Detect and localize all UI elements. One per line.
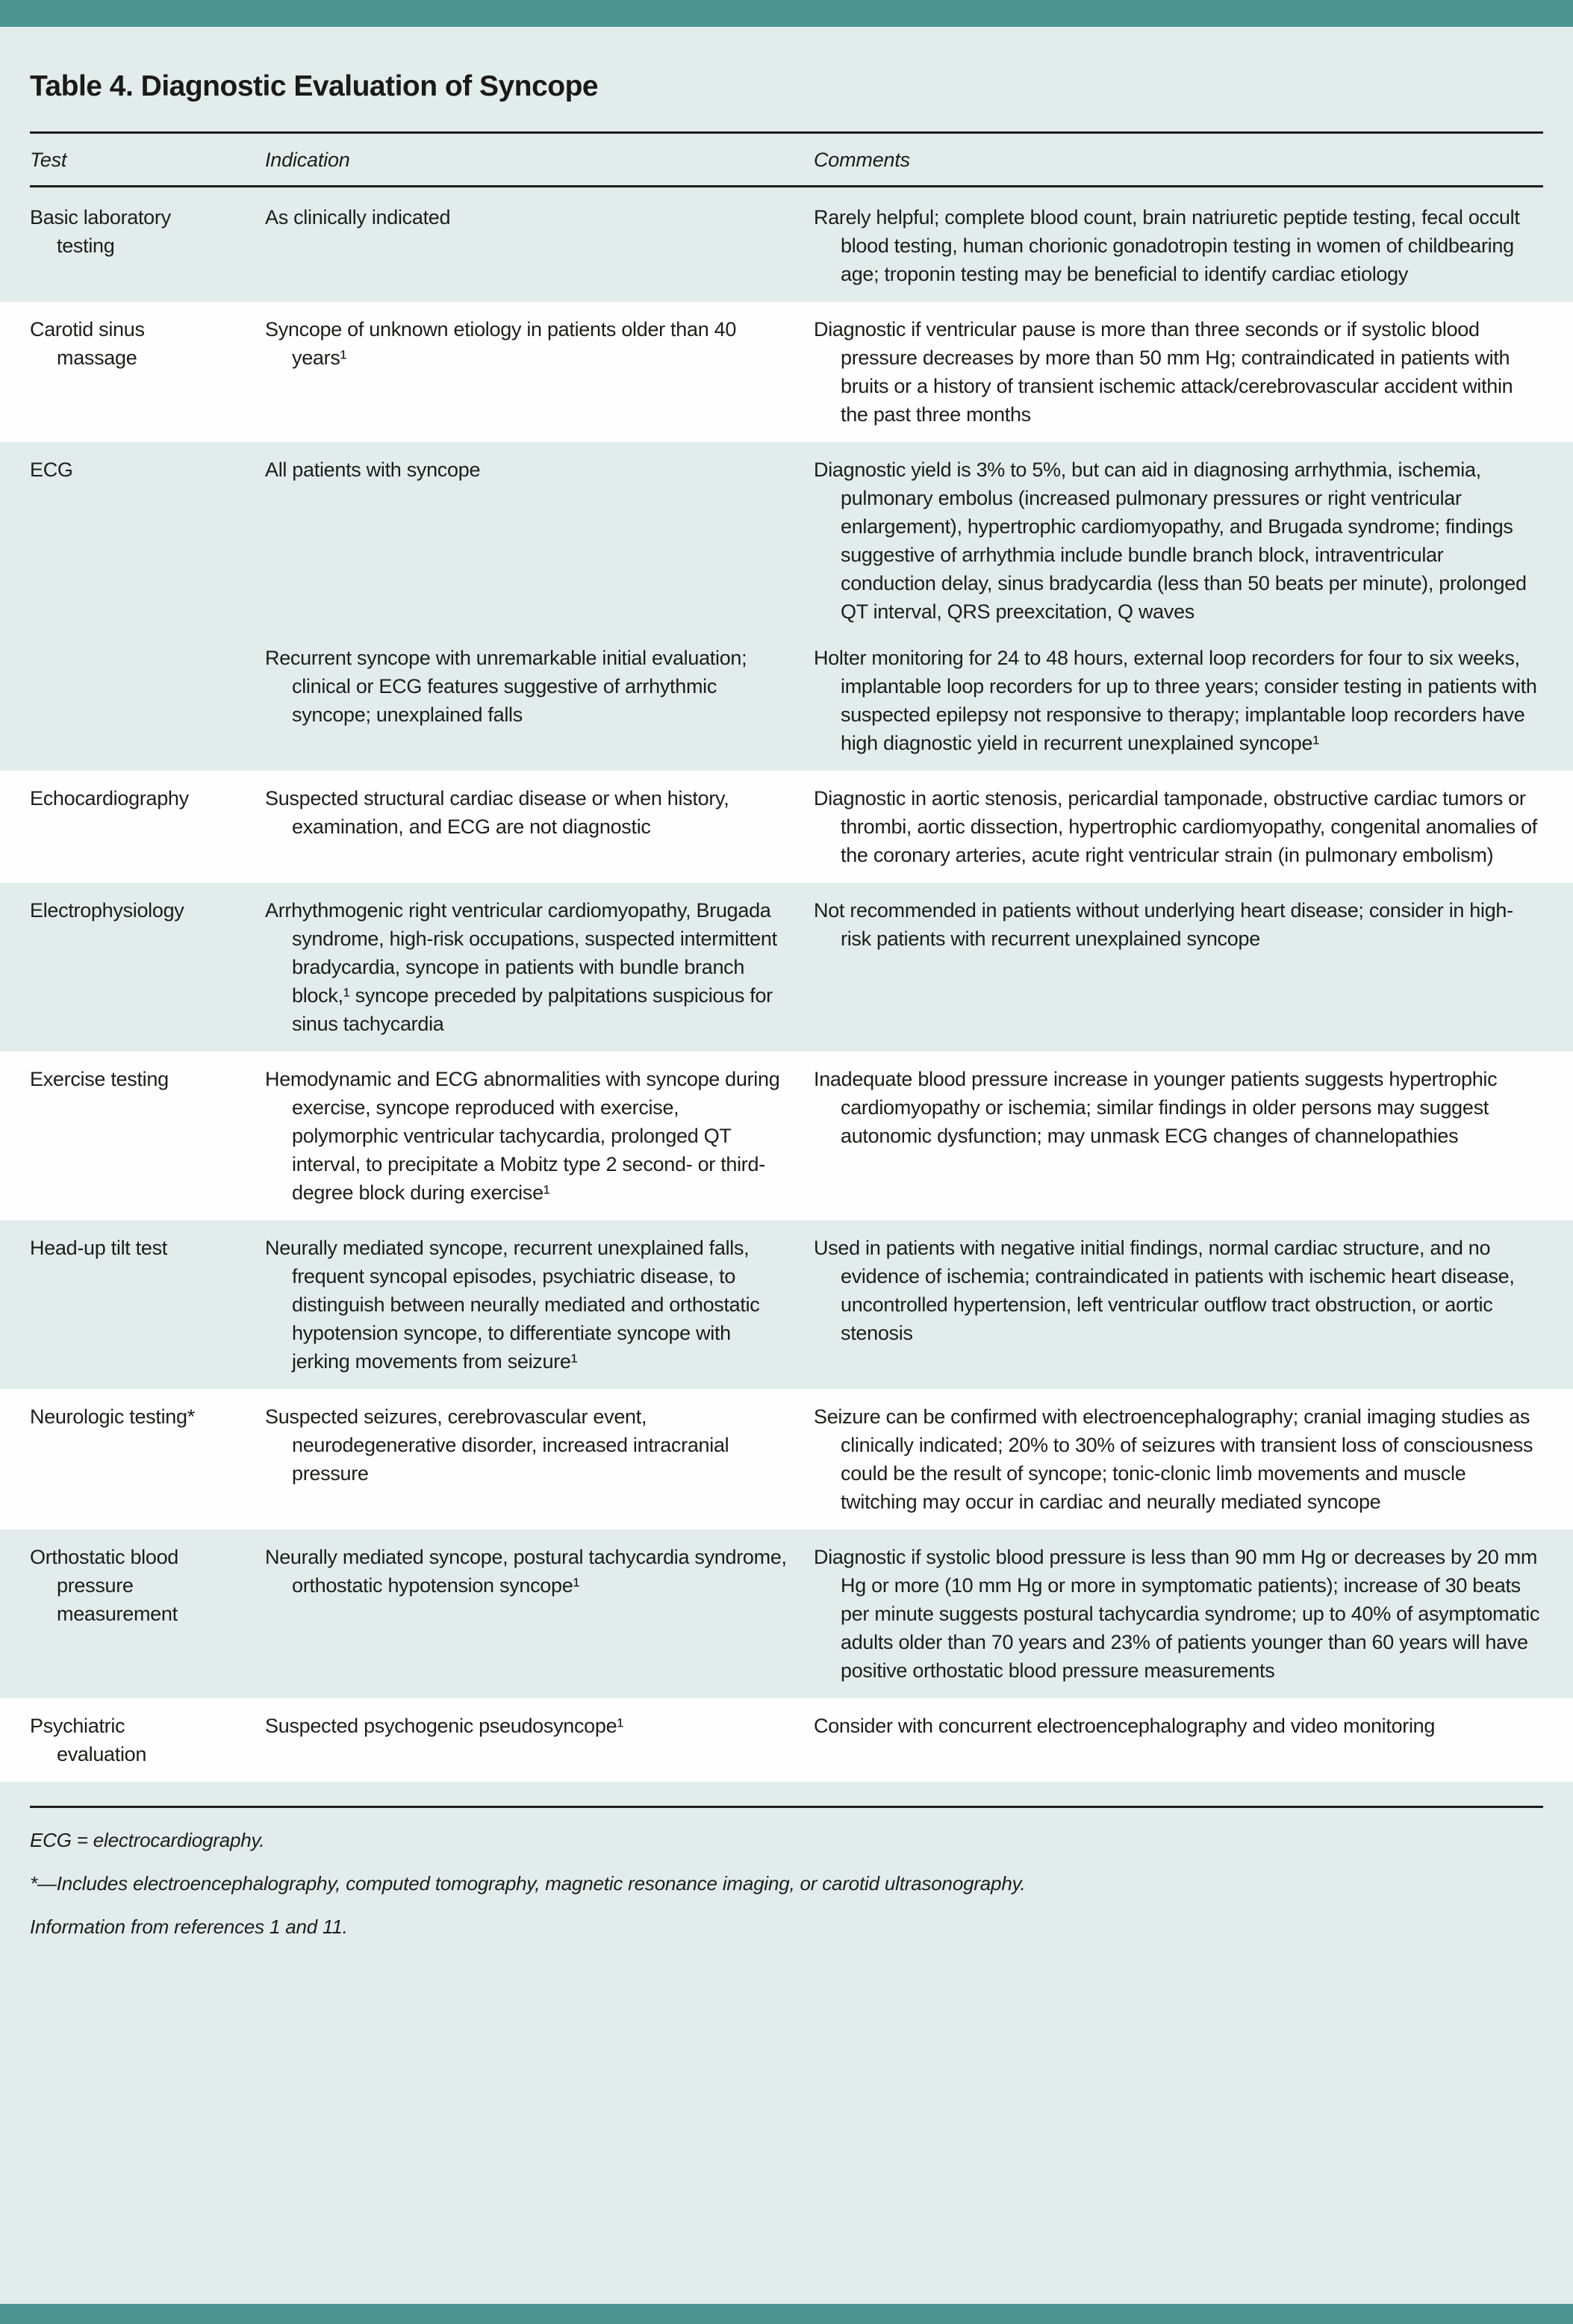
- cell-test: Orthostatic blood pressure measurement: [30, 1545, 179, 1625]
- row-entry: [265, 203, 1543, 288]
- row-entries: [265, 456, 1543, 757]
- header-divider: [30, 185, 1543, 187]
- table-body: [0, 190, 1573, 1782]
- bottom-accent-bar: [0, 2304, 1573, 2324]
- row-entry: [265, 1543, 1543, 1685]
- cell-indication: All patients with syncope: [265, 458, 481, 481]
- row-entry: [265, 784, 1543, 869]
- row-entries: [265, 1065, 1543, 1207]
- footnote-asterisk: *—Includes electroencephalography, computed tomography, magnetic resonance imaging, or carotid ultrasonography.: [30, 1871, 1026, 1895]
- row-entry: [265, 644, 1543, 757]
- cell-indication: Neurally mediated syncope, recurrent unexplained falls, frequent syncopal episodes, psychiatric disease, to distinguish between neurally mediated and orthostatic hypotension syncope, to differentiate syncope with jerking movements from seizure¹: [265, 1236, 760, 1373]
- row-entries: [265, 203, 1543, 288]
- table-row: [0, 1529, 1573, 1698]
- table-row: [0, 883, 1573, 1051]
- cell-comments: Consider with concurrent electroencephalography and video monitoring: [814, 1714, 1436, 1737]
- cell-indication: Hemodynamic and ECG abnormalities with syncope during exercise, syncope reproduced with exercise, polymorphic ventricular tachycardia, prolonged QT interval, to precipitate a Mobitz type 2 second- or third-degree block during exercise¹: [265, 1067, 780, 1204]
- cell-indication: As clinically indicated: [265, 205, 451, 229]
- row-entries: [265, 896, 1543, 1038]
- cell-comments: Seizure can be confirmed with electroencephalography; cranial imaging studies as clinically indicated; 20% to 30% of seizures with transient loss of consciousness could be the result of syncope; tonic-clonic limb movements and muscle twitching may occur in cardiac and neurally mediated syncope: [814, 1405, 1533, 1513]
- table-row: [0, 190, 1573, 302]
- cell-indication: Neurally mediated syncope, postural tachycardia syndrome, orthostatic hypotension syncope¹: [265, 1545, 787, 1597]
- table-row: [0, 442, 1573, 771]
- cell-comments: Diagnostic if systolic blood pressure is less than 90 mm Hg or decreases by 20 mm Hg or more (10 mm Hg or more in symptomatic patients); increase of 30 beats per minute suggests postural tachycardia syndrome; up to 40% of asymptomatic adults older than 70 years and 23% of patients younger than 60 years will have positive orthostatic blood pressure measurements: [814, 1545, 1540, 1682]
- row-entries: [265, 1712, 1543, 1768]
- table-row: [0, 771, 1573, 883]
- column-header-row: [0, 134, 1573, 172]
- cell-indication: Suspected seizures, cerebrovascular event, neurodegenerative disorder, increased intracranial pressure: [265, 1405, 729, 1485]
- cell-comments: Rarely helpful; complete blood count, brain natriuretic peptide testing, fecal occult blood testing, human chorionic gonadotropin testing in women of childbearing age; troponin testing may be beneficial to identify cardiac etiology: [814, 205, 1520, 285]
- cell-comments: Diagnostic in aortic stenosis, pericardial tamponade, obstructive cardiac tumors or thrombi, aortic dissection, hypertrophic cardiomyopathy, congenital anomalies of the coronary arteries, acute right ventricular strain (in pulmonary embolism): [814, 786, 1537, 866]
- cell-test: Carotid sinus massage: [30, 317, 145, 369]
- row-entries: [265, 1234, 1543, 1376]
- cell-comments: Diagnostic if ventricular pause is more than three seconds or if systolic blood pressure decreases by more than 50 mm Hg; contraindicated in patients with bruits or a history of transient ischemic attack/cerebrovascular accident within the past three months: [814, 317, 1513, 426]
- cell-test: Psychiatric evaluation: [30, 1714, 147, 1765]
- footnote-abbreviation: ECG = electrocardiography.: [30, 1828, 265, 1851]
- column-header-comments: Comments: [814, 149, 910, 171]
- row-entries: [265, 1402, 1543, 1516]
- table-row: [0, 1389, 1573, 1529]
- cell-test: Head-up tilt test: [30, 1236, 167, 1259]
- table-row: [0, 1051, 1573, 1220]
- column-header-test: Test: [30, 149, 67, 171]
- row-entries: [265, 784, 1543, 869]
- table-row: [0, 302, 1573, 442]
- row-entry: [265, 315, 1543, 429]
- column-header-indication: Indication: [265, 149, 350, 171]
- table-row: [0, 1698, 1573, 1782]
- row-entries: [265, 315, 1543, 429]
- cell-comments: Inadequate blood pressure increase in younger patients suggests hypertrophic cardiomyopathy or ischemia; similar findings in older persons may suggest autonomic dysfunction; may unmask ECG changes of channelopathies: [814, 1067, 1498, 1147]
- footnotes: [0, 1808, 1573, 1939]
- table-row: [0, 1220, 1573, 1389]
- cell-test: Echocardiography: [30, 786, 189, 810]
- row-entry: [265, 1712, 1543, 1740]
- cell-test: Exercise testing: [30, 1067, 169, 1090]
- top-accent-bar: [0, 0, 1573, 27]
- cell-indication: Recurrent syncope with unremarkable initial evaluation; clinical or ECG features suggestive of arrhythmic syncope; unexplained falls: [265, 646, 747, 726]
- row-entry: [265, 456, 1543, 626]
- table-title: Table 4. Diagnostic Evaluation of Syncope: [30, 70, 599, 102]
- cell-comments: Not recommended in patients without underlying heart disease; consider in high-risk patients with recurrent unexplained syncope: [814, 898, 1513, 950]
- cell-indication: Suspected psychogenic pseudosyncope¹: [265, 1714, 624, 1737]
- row-entry: [265, 896, 1543, 1038]
- cell-test: Neurologic testing*: [30, 1405, 195, 1428]
- cell-comments: Diagnostic yield is 3% to 5%, but can aid in diagnosing arrhythmia, ischemia, pulmonary embolus (increased pulmonary pressures or right ventricular enlargement), hypertrophic cardiomyopathy, and Brugada syndrome; findings suggestive of arrhythmia include bundle branch block, intraventricular conduction delay, sinus bradycardia (less than 50 beats per minute), prolonged QT interval, QRS preexcitation, Q waves: [814, 458, 1527, 623]
- row-entry: [265, 1065, 1543, 1207]
- cell-comments: Holter monitoring for 24 to 48 hours, external loop recorders for four to six weeks, implantable loop recorders for up to three years; consider testing in patients with suspected epilepsy not responsive to therapy; implantable loop recorders have high diagnostic yield in recurrent unexplained syncope¹: [814, 646, 1537, 754]
- cell-comments: Used in patients with negative initial findings, normal cardiac structure, and no evidence of ischemia; contraindicated in patients with ischemic heart disease, uncontrolled hypertension, left ventricular outflow tract obstruction, or aortic stenosis: [814, 1236, 1515, 1344]
- cell-indication: Arrhythmogenic right ventricular cardiomyopathy, Brugada syndrome, high-risk occupations, suspected intermittent bradycardia, syncope in patients with bundle branch block,¹ syncope preceded by palpitations suspicious for sinus tachycardia: [265, 898, 777, 1035]
- cell-test: Electrophysiology: [30, 898, 184, 922]
- cell-indication: Syncope of unknown etiology in patients older than 40 years¹: [265, 317, 737, 369]
- row-entries: [265, 1543, 1543, 1685]
- row-entry: [265, 1234, 1543, 1376]
- cell-test: ECG: [30, 458, 73, 481]
- cell-test: Basic laboratory testing: [30, 205, 171, 257]
- cell-indication: Suspected structural cardiac disease or when history, examination, and ECG are not diagnostic: [265, 786, 729, 838]
- row-entry: [265, 1402, 1543, 1516]
- footnote-references: Information from references 1 and 11.: [30, 1915, 348, 1938]
